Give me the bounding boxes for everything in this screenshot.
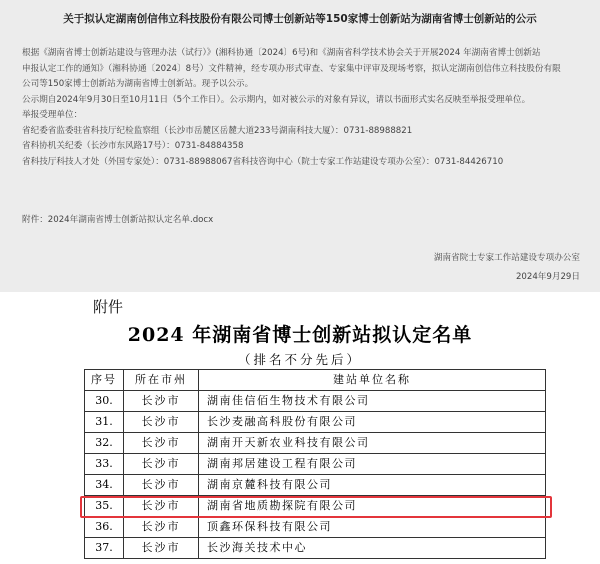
list-title: 2024 年湖南省博士创新站拟认定名单 xyxy=(127,324,473,346)
row-number: 30. xyxy=(85,391,124,412)
row-organization: 湖南开天新农业科技有限公司 xyxy=(199,433,546,454)
notice-paragraph: 公示期自2024年9月30日至10月11日（5个工作日）。公示期内，如对被公示的对象有异议，请以书面形式实名反映至举报受理单位。 xyxy=(22,94,531,105)
notice-paragraph: 省科协机关纪委（长沙市东风路17号）：0731-84884358 xyxy=(22,141,244,151)
row-city: 长沙市 xyxy=(124,433,199,454)
row-city: 长沙市 xyxy=(124,391,199,412)
highlight-box xyxy=(80,496,552,518)
row-organization: 湖南省地质勘探院有限公司 xyxy=(199,496,546,517)
signature-org: 湖南省院士专家工作站建设专项办公室 xyxy=(433,253,580,263)
row-city: 长沙市 xyxy=(124,412,199,433)
notice-paragraph: 公司等150家博士创新站为湖南省博士创新站。现予以公示。 xyxy=(22,79,254,89)
table-row xyxy=(85,517,546,538)
signature-date: 2024年9月29日 xyxy=(515,272,580,282)
notice-paragraph: 省纪委省监委驻省科技厅纪检监察组（长沙市岳麓区岳麓大道233号湖南科技大厦）：0731-88988821 xyxy=(22,125,413,136)
row-city: 长沙市 xyxy=(124,517,199,538)
row-city: 长沙市 xyxy=(124,496,199,517)
row-number: 32. xyxy=(85,433,124,454)
row-organization: 长沙麦融高科股份有限公司 xyxy=(199,412,546,433)
table-row xyxy=(85,454,546,475)
list-subtitle: （排名不分先后） xyxy=(237,352,362,367)
row-city: 长沙市 xyxy=(124,538,199,559)
row-number: 31. xyxy=(85,412,124,433)
column-header-number: 序号 xyxy=(85,370,124,391)
notice-title: 关于拟认定湖南创信伟立科技股份有限公司博士创新站等150家博士创新站为湖南省博士创新站的公示 xyxy=(63,13,537,25)
table-row xyxy=(85,433,546,454)
row-organization: 长沙海关技术中心 xyxy=(199,538,546,559)
column-header-organization: 建站单位名称 xyxy=(199,370,546,391)
row-city: 长沙市 xyxy=(124,475,199,496)
table-row xyxy=(85,412,546,433)
attachment-label: 附件 xyxy=(93,298,124,316)
row-number: 33. xyxy=(85,454,124,475)
notice-paragraph: 根据《湖南省博士创新站建设与管理办法（试行）》(湘科协通〔2024〕6号)和《湖南省科学技术协会关于开展2024 年湖南省博士创新站 xyxy=(22,48,541,58)
table-row xyxy=(85,475,546,496)
table-row xyxy=(85,391,546,412)
notice-body xyxy=(22,46,582,170)
row-number: 37. xyxy=(85,538,124,559)
notice-paragraph: 举报受理单位： xyxy=(22,110,83,120)
row-organization: 湖南佳信佰生物技术有限公司 xyxy=(199,391,546,412)
notice-paragraph: 申报认定工作的通知》（湘科协通〔2024〕8号）文件精神，经专项办形式审查、专家集中评审及现场考察，拟认定湖南创信伟立科技股份有限 xyxy=(22,63,561,74)
row-organization: 湖南邦居建设工程有限公司 xyxy=(199,454,546,475)
table-header-row xyxy=(85,370,546,391)
row-organization: 顶鑫环保科技有限公司 xyxy=(199,517,546,538)
row-city: 长沙市 xyxy=(124,454,199,475)
row-number: 35. xyxy=(85,496,124,517)
attachment-link[interactable]: 附件：2024年湖南省博士创新站拟认定名单.docx xyxy=(22,215,214,225)
notice-paragraph: 省科技厅科技人才处（外国专家处）：0731-88988067省科技咨询中心（院士专家工作站建设专项办公室）：0731-84426710 xyxy=(22,156,504,167)
candidate-table xyxy=(84,369,546,559)
row-number: 34. xyxy=(85,475,124,496)
row-number: 36. xyxy=(85,517,124,538)
table-row xyxy=(85,538,546,559)
column-header-city: 所在市州 xyxy=(124,370,199,391)
row-organization: 湖南京麓科技有限公司 xyxy=(199,475,546,496)
